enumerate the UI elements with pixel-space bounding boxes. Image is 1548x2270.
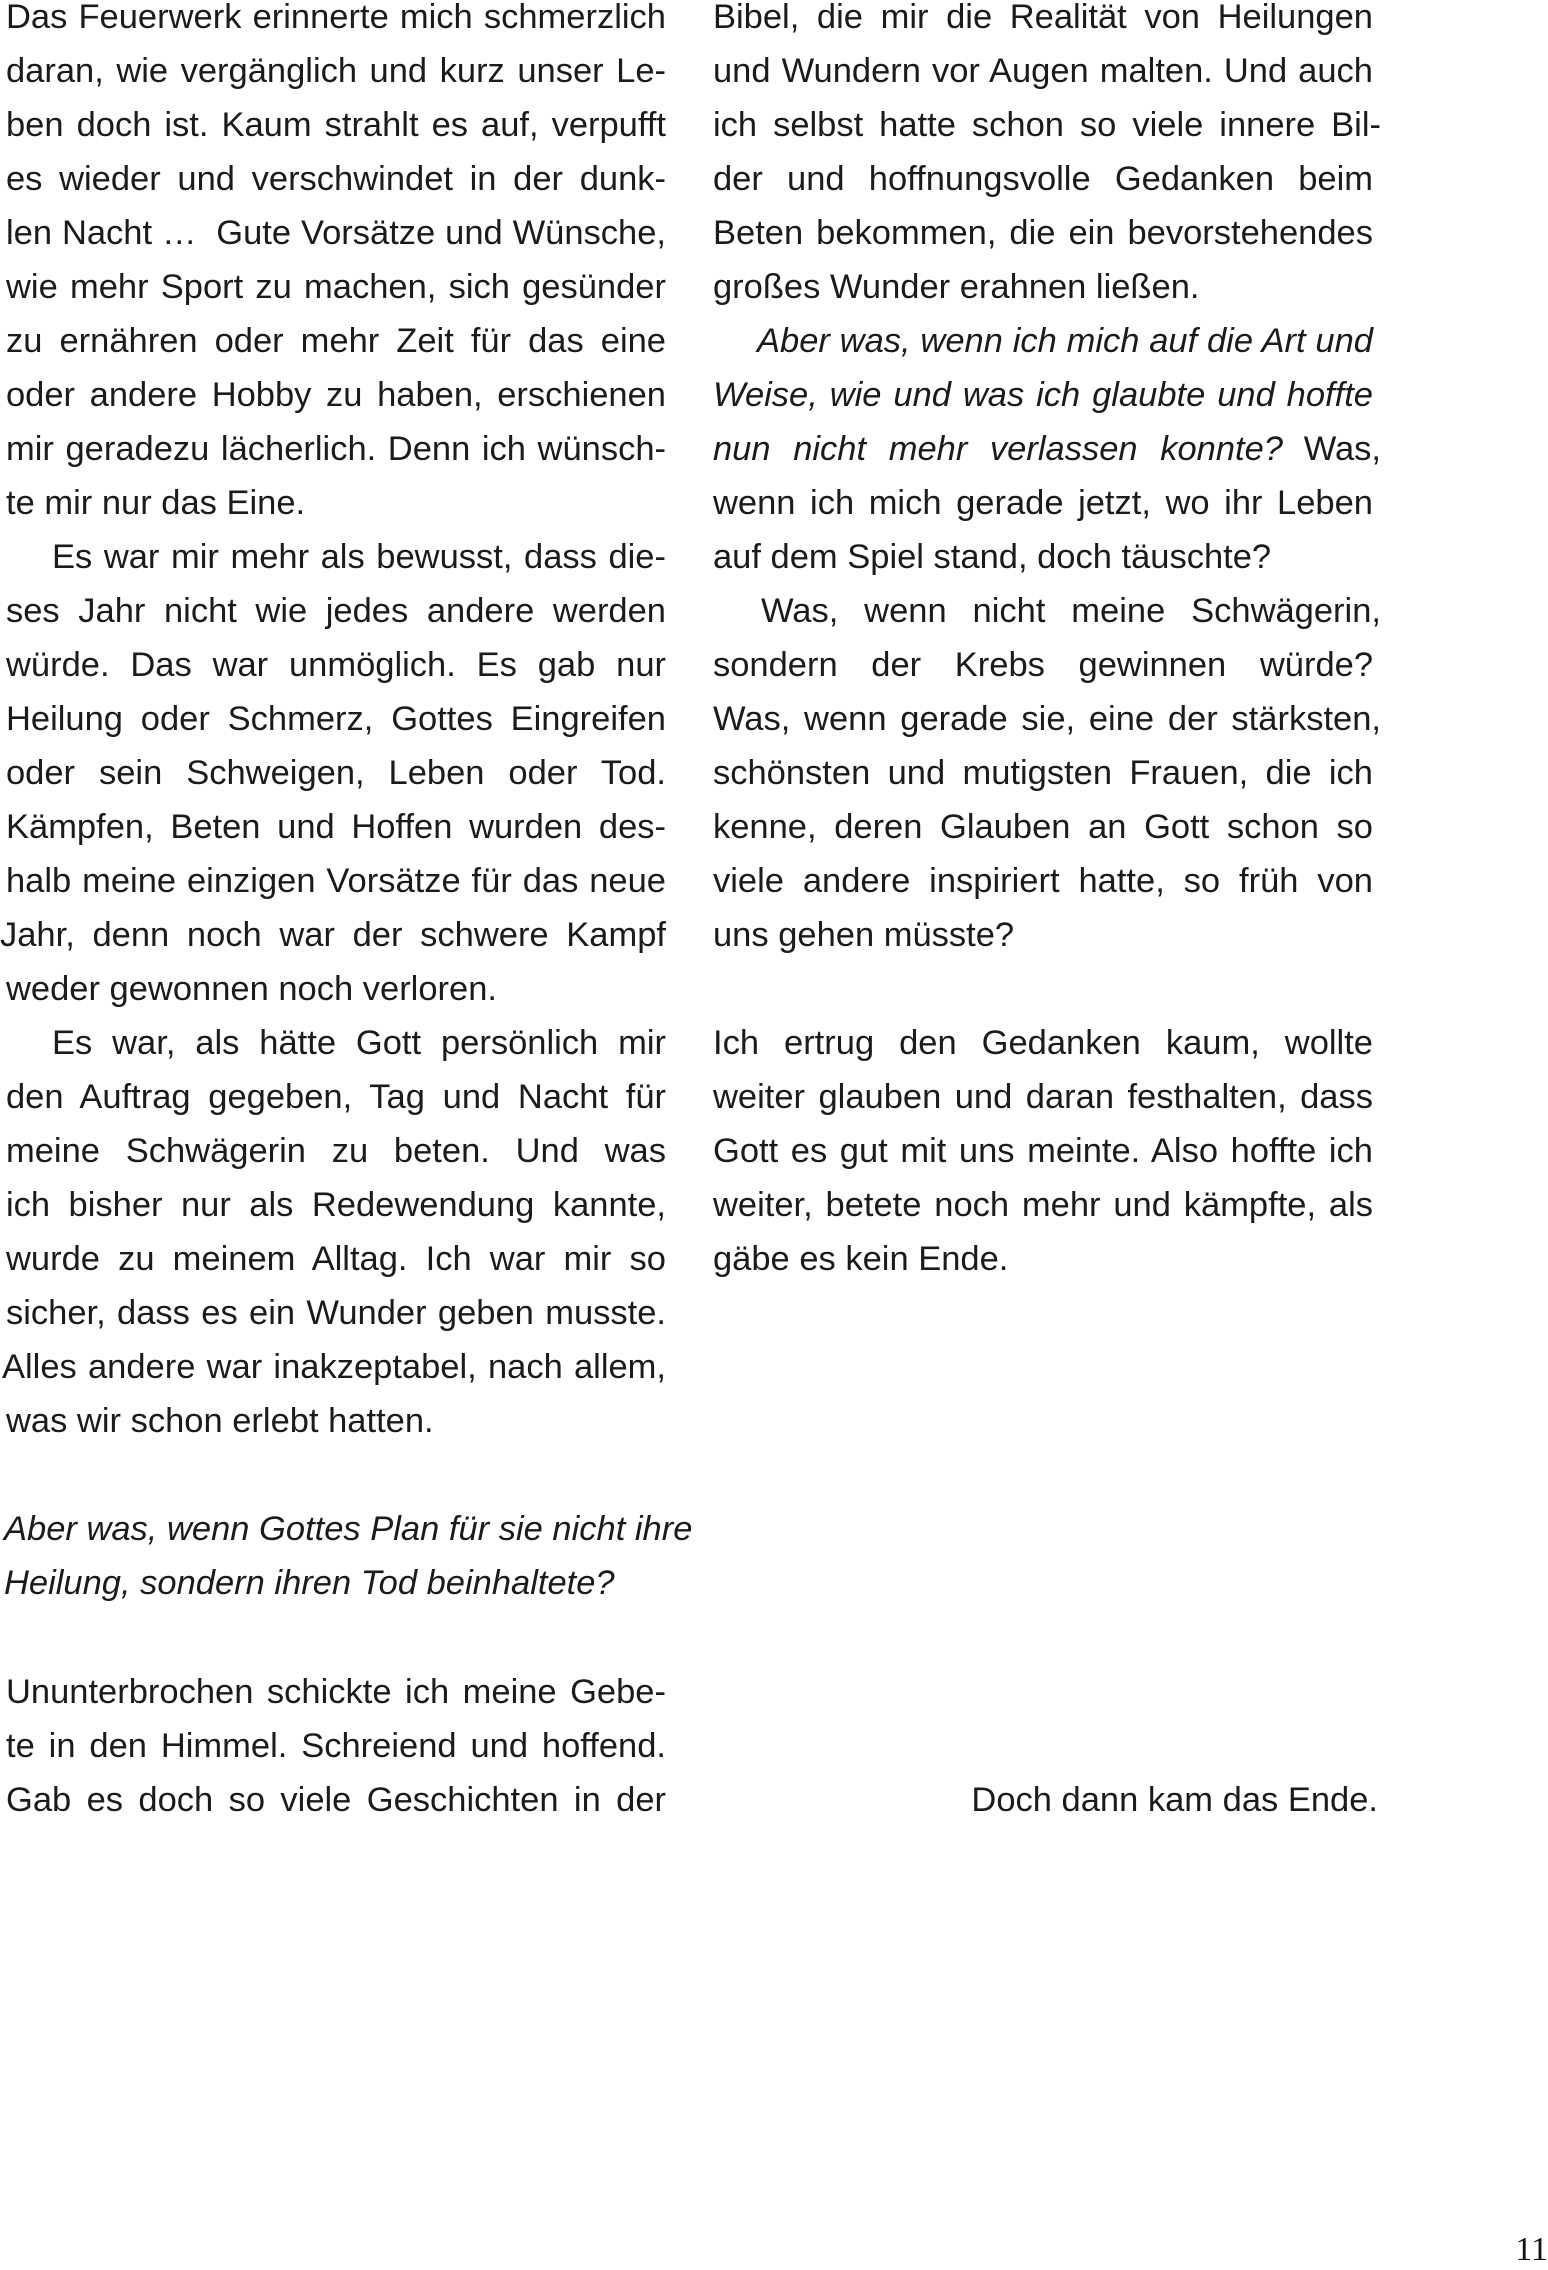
text-line: Beten bekommen, die ein bevorstehendes — [713, 214, 1373, 252]
text-line: gäbe es kein Ende. — [713, 1240, 1009, 1278]
text-line: was wir schon erlebt hatten. — [6, 1402, 434, 1440]
text-line: und Wundern vor Augen malten. Und auch — [713, 52, 1373, 90]
italic-line: Aber was, wenn Gottes Plan für sie nicht ihre — [4, 1510, 693, 1548]
text-line: ich selbst hatte schon so viele innere Bil- — [713, 106, 1381, 144]
text-line: weder gewonnen noch verloren. — [6, 970, 497, 1008]
text-line: wie mehr Sport zu machen, sich gesünder — [6, 268, 666, 306]
text-line: großes Wunder erahnen ließen. — [713, 268, 1200, 306]
text-line: Gott es gut mit uns meinte. Also hoffte ich — [713, 1132, 1373, 1170]
text-line: oder andere Hobby zu haben, erschienen — [6, 376, 666, 414]
text-line: wurde zu meinem Alltag. Ich war mir so — [6, 1240, 666, 1278]
text-line: auf dem Spiel stand, doch täuschte? — [713, 538, 1272, 576]
italic-fragment: nun nicht mehr verlassen konnte? — [713, 430, 1283, 468]
roman-fragment: Was, — [1294, 430, 1381, 468]
text-line: Jahr, denn noch war der schwere Kampf — [0, 916, 666, 954]
text-line: zu ernähren oder mehr Zeit für das eine — [6, 322, 666, 360]
text-line: te in den Himmel. Schreiend und hoffend. — [6, 1727, 666, 1765]
text-line: sicher, dass es ein Wunder geben musste. — [6, 1294, 666, 1332]
text-line: der und hoffnungsvolle Gedanken beim — [713, 160, 1373, 198]
text-line: te mir nur das Eine. — [6, 484, 306, 522]
text-line: Was, wenn nicht meine Schwägerin, — [761, 592, 1381, 630]
text-line: daran, wie vergänglich und kurz unser Le- — [6, 52, 666, 90]
text-line: es wieder und verschwindet in der dunk- — [6, 160, 666, 198]
text-line: ses Jahr nicht wie jedes andere werden — [6, 592, 666, 630]
closing-line: Doch dann kam das Ende. — [971, 1781, 1378, 1819]
text-line: len Nacht … Gute Vorsätze und Wünsche, — [6, 214, 666, 252]
text-line: Heilung oder Schmerz, Gottes Eingreifen — [6, 700, 666, 738]
italic-line: Aber was, wenn ich mich auf die Art und — [757, 322, 1373, 360]
text-line: sondern der Krebs gewinnen würde? — [713, 646, 1373, 684]
italic-line: Weise, wie und was ich glaubte und hoffte — [713, 376, 1373, 414]
page-number: 11 — [1515, 2231, 1548, 2268]
text-line: wenn ich mich gerade jetzt, wo ihr Leben — [713, 484, 1373, 522]
text-line: weiter glauben und daran festhalten, dass — [713, 1078, 1373, 1116]
text-line: oder sein Schweigen, Leben oder Tod. — [6, 754, 666, 792]
text-line: Bibel, die mir die Realität von Heilungen — [713, 0, 1373, 36]
text-line: ich bisher nur als Redewendung kannte, — [6, 1186, 666, 1224]
text-line: uns gehen müsste? — [713, 916, 1015, 954]
text-line: Ununterbrochen schickte ich meine Gebe- — [6, 1673, 666, 1711]
text-line: Gab es doch so viele Geschichten in der — [6, 1781, 666, 1819]
text-line: viele andere inspiriert hatte, so früh von — [713, 862, 1373, 900]
text-line: Das Feuerwerk erinnerte mich schmerzlich — [6, 0, 666, 36]
text-line: Es war, als hätte Gott persönlich mir — [52, 1024, 666, 1062]
text-line: mir geradezu lächerlich. Denn ich wünsch- — [6, 430, 666, 468]
text-line: würde. Das war unmöglich. Es gab nur — [6, 646, 666, 684]
text-line: Kämpfen, Beten und Hoffen wurden des- — [6, 808, 666, 846]
text-line: halb meine einzigen Vorsätze für das neue — [6, 862, 666, 900]
text-line: den Auftrag gegeben, Tag und Nacht für — [6, 1078, 666, 1116]
italic-line: Heilung, sondern ihren Tod beinhaltete? — [4, 1564, 615, 1602]
text-line: schönsten und mutigsten Frauen, die ich — [713, 754, 1373, 792]
text-line: Was, wenn gerade sie, eine der stärksten, — [713, 700, 1381, 738]
mixed-line — [713, 422, 1381, 476]
text-line: kenne, deren Glauben an Gott schon so — [713, 808, 1373, 846]
text-line: Alles andere war inakzeptabel, nach allem, — [2, 1348, 666, 1386]
text-line: ben doch ist. Kaum strahlt es auf, verpufft — [6, 106, 666, 144]
text-line: weiter, betete noch mehr und kämpfte, als — [713, 1186, 1373, 1224]
text-line: Es war mir mehr als bewusst, dass die- — [52, 538, 666, 576]
text-line: Ich ertrug den Gedanken kaum, wollte — [713, 1024, 1373, 1062]
text-line: meine Schwägerin zu beten. Und was — [6, 1132, 666, 1170]
